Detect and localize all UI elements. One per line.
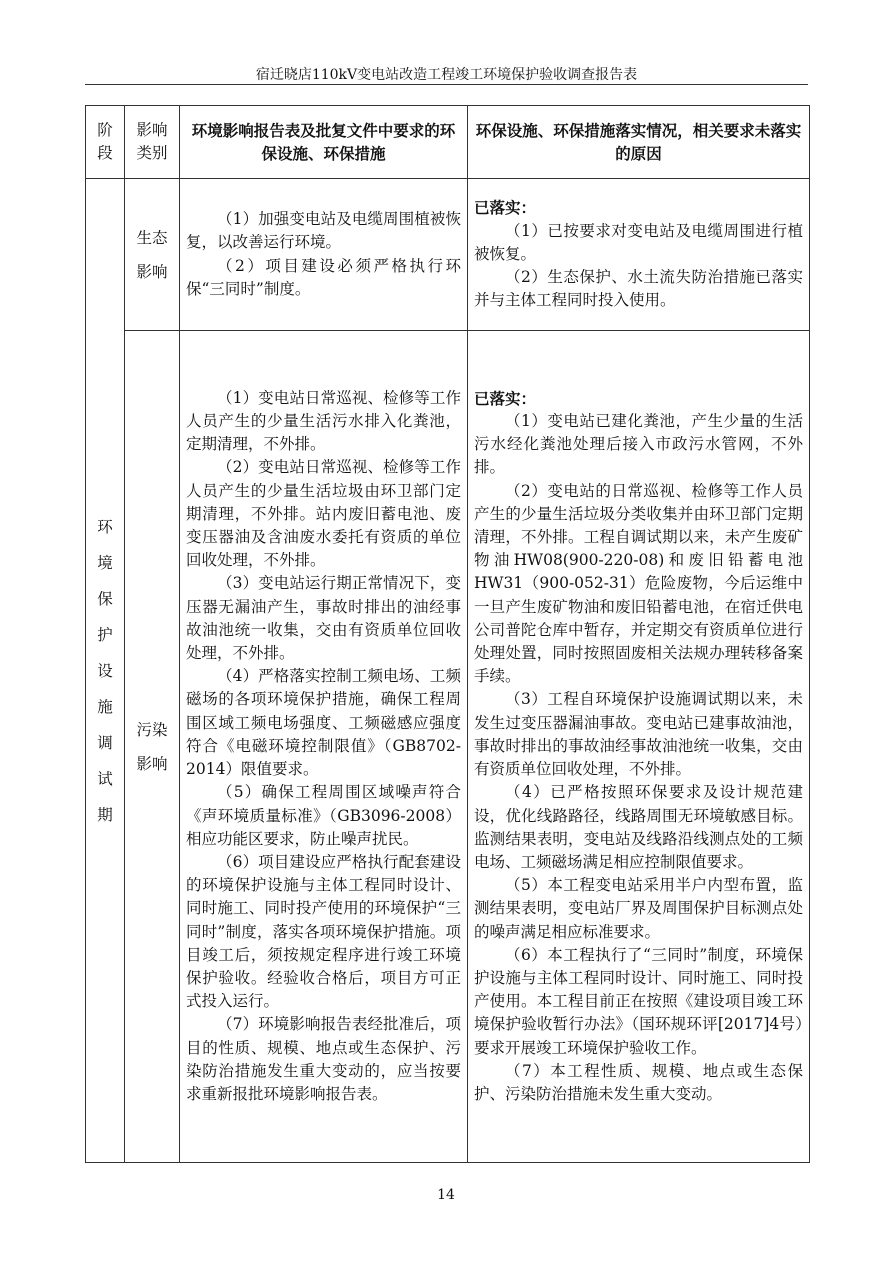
requirement-item: （6）项目建设应严格执行配套建设的环境保护设施与主体工程同时设计、同时施工、同时投产使用的环境保护“三同时”制度，落实各项环境保护措施。项目竣工后，须按规定程序进行竣工环境保护验收。经验收合格后，项目方可正式投入运行。 [186,852,461,1011]
table-row [86,179,810,331]
requirement-item: （2）变电站日常巡视、检修等工作人员产生的少量生活垃圾由环卫部门定期清理，不外排。站内废旧蓄电池、废变压器油及含油废水委托有资质的单位回收处理，不外排。 [186,458,461,570]
page-number: 14 [437,1187,455,1203]
header-rule [85,84,808,85]
table-header-row [86,106,810,179]
status-label: 已落实： [474,198,537,218]
col-requirements: 环境影响报告表及批复文件中要求的环保设施、环保措施 [180,106,468,179]
implementation-item: （2）变电站的日常巡视、检修等工作人员产生的少量生活垃圾分类收集并由环卫部门定期清理，不外排。工程自调试期以来，未产生废矿物油HW08(900-220-08)和废旧铅蓄电池HW31（900-052-31）危险废物，今后运维中一旦产生废矿物油和废旧铅蓄电池，在宿迁供电公司普陀仓库中暂存，并定期交有资质单位进行处理处置，同时按照固废相关法规办理转移备案手续。 [474,481,803,686]
stage-label: 环境保护设施调试期 [97,517,113,824]
measures-table [85,105,810,1163]
col-category: 影响类别 [125,106,180,179]
running-header: 宿迁晓店110kV变电站改造工程竣工环境保护验收调查报告表 [255,67,638,83]
requirement-item: （5）确保工程周围区域噪声符合《声环境质量标准》（GB3096-2008）相应功能区要求，防止噪声扰民。 [186,783,461,848]
requirement-item: （2）项目建设必须严格执行环保“三同时”制度。 [186,256,461,298]
implementation-item: （2）生态保护、水土流失防治措施已落实并与主体工程同时投入使用。 [474,268,803,310]
category-label: 生态影响 [136,228,168,281]
implementation-cell [468,331,810,1163]
implementation-item: （5）本工程变电站采用半户内型布置，监测结果表明，变电站厂界及周围保护目标测点处的噪声满足相应标准要求。 [474,876,803,941]
col-stage: 阶段 [86,106,125,179]
implementation-item: （6）本工程执行了“三同时”制度，环境保护设施与主体工程同时设计、同时施工、同时投产使用。本工程目前正在按照《建设项目竣工环境保护验收暂行办法》（国环规环评[2017]4号）要求开展竣工环境保护验收工作。 [474,945,803,1057]
stage-cell [86,179,125,1163]
category-cell [125,331,180,1163]
category-cell [125,179,180,331]
implementation-item: （1）变电站已建化粪池，产生少量的生活污水经化粪池处理后接入市政污水管网，不外排。 [474,412,803,477]
requirement-item: （1）加强变电站及电缆周围植被恢复，以改善运行环境。 [186,210,461,252]
requirement-item: （4）严格落实控制工频电场、工频磁场的各项环境保护措施，确保工程周围区域工频电场强度、工频磁感应强度符合《电磁环境控制限值》（GB8702-2014）限值要求。 [186,667,461,779]
requirement-item: （3）变电站运行期正常情况下，变压器无漏油产生，事故时排出的油经事故油池统一收集，交由有资质单位回收处理，不外排。 [186,574,461,663]
table-row [86,331,810,1163]
implementation-item: （4）已严格按照环保要求及设计规范建设，优化线路路径，线路周围无环境敏感目标。监测结果表明，变电站及线路沿线测点处的工频电场、工频磁场满足相应控制限值要求。 [474,783,803,871]
col-implementation: 环保设施、环保措施落实情况，相关要求未落实的原因 [468,106,810,179]
requirements-cell [180,179,468,331]
category-label: 污染影响 [136,720,168,773]
requirements-cell [180,331,468,1163]
status-label: 已落实： [474,388,537,408]
implementation-cell [468,179,810,331]
requirement-item: （7）环境影响报告表经批准后，项目的性质、规模、地点或生态保护、污染防治措施发生重大变动的，应当按要求重新报批环境影响报告表。 [186,1015,461,1103]
implementation-item: （3）工程自环境保护设施调试期以来，未发生过变压器漏油事故。变电站已建事故油池，事故时排出的事故油经事故油池统一收集，交由有资质单位回收处理，不外排。 [474,690,803,779]
implementation-item: （7）本工程性质、规模、地点或生态保护、污染防治措施未发生重大变动。 [474,1061,803,1103]
requirement-item: （1）变电站日常巡视、检修等工作人员产生的少量生活污水排入化粪池，定期清理，不外排。 [186,388,461,454]
implementation-item: （1）已按要求对变电站及电缆周围进行植被恢复。 [474,221,803,263]
